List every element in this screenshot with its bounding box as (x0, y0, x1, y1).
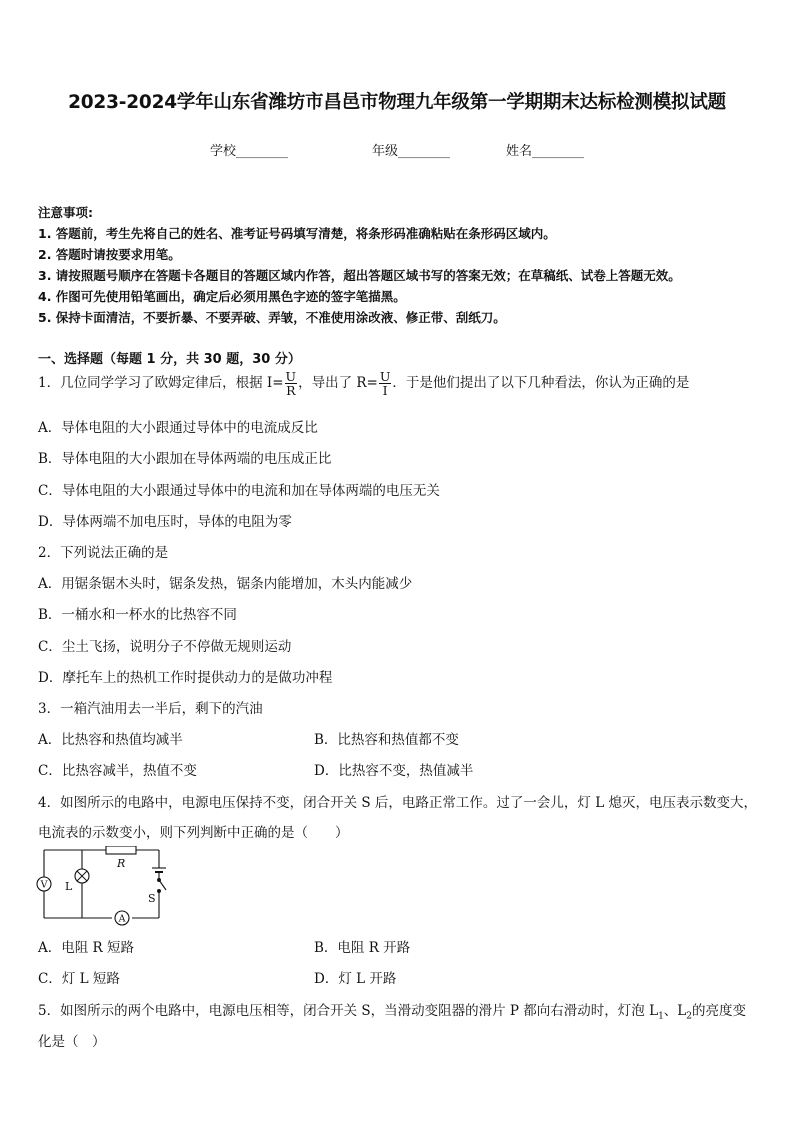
voltmeter-label: V (40, 879, 48, 891)
q2-option-b: B．一桶水和一杯水的比热容不同 (38, 607, 237, 623)
grade-field: 年级________ (372, 144, 451, 159)
q4-option-c: C．灯 L 短路 (38, 971, 120, 987)
question-4-stem-line-2: 电流表的示数变小，则下列判断中正确的是（ ） (38, 825, 349, 841)
fraction-r (379, 370, 392, 397)
question-1-stem (38, 370, 689, 397)
q2-option-d: D．摩托车上的热机工作时提供动力的是做功冲程 (38, 670, 333, 686)
fraction-numerator: U (379, 369, 391, 384)
question-2-stem: 2．下列说法正确的是 (38, 545, 169, 561)
q1-text-part: ．于是他们提出了以下几种看法，你认为正确的是 (392, 375, 690, 392)
circuit-diagram (34, 846, 170, 926)
q1-option-a: A．导体电阻的大小跟通过导体中的电流成反比 (38, 420, 318, 436)
q3-option-b: B．比热容和热值都不变 (314, 732, 459, 748)
page-title: 2023-2024学年山东省潍坊市昌邑市物理九年级第一学期期末达标检测模拟试题 (68, 92, 726, 113)
school-field: 学校________ (210, 144, 289, 159)
q1-option-b: B．导体电阻的大小跟加在导体两端的电压成正比 (38, 451, 332, 467)
note-item: 3. 请按照题号顺序在答题卡各题目的答题区域内作答，超出答题区域书写的答案无效；在草稿纸、试卷上答题无效。 (38, 268, 681, 283)
q2-option-a: A．用锯条锯木头时，锯条发热，锯条内能增加，木头内能减少 (38, 576, 413, 592)
subscript: 1 (658, 1011, 664, 1022)
q5-text-part: 、L (663, 1003, 687, 1019)
section-heading: 一、选择题（每题 1 分，共 30 题，30 分） (38, 352, 301, 367)
q1-text-part: ，导出了 R= (298, 375, 378, 392)
q3-option-c: C．比热容减半，热值不变 (38, 763, 197, 779)
q1-option-c: C．导体电阻的大小跟通过导体中的电流和加在导体两端的电压无关 (38, 483, 440, 499)
question-5-stem-line-1 (38, 999, 746, 1022)
q4-option-d: D．灯 L 开路 (314, 971, 397, 987)
q2-option-c: C．尘土飞扬，说明分子不停做无规则运动 (38, 639, 292, 655)
q5-text-part: 的亮度变 (692, 1003, 746, 1019)
ammeter-label: A (118, 913, 126, 925)
note-item: 4. 作图可先使用铅笔画出，确定后必须用黑色字迹的签字笔描黑。 (38, 289, 406, 304)
question-5-stem-line-2: 化是（ ） (38, 1034, 106, 1050)
q3-option-d: D．比热容不变，热值减半 (314, 763, 474, 779)
resistor-symbol (106, 846, 136, 854)
q4-option-b: B．电阻 R 开路 (314, 940, 411, 956)
q1-option-d: D．导体两端不加电压时，导体的电阻为零 (38, 514, 292, 530)
lamp-label: L (65, 880, 73, 893)
fraction-denominator: I (382, 383, 388, 399)
q1-text-part: 1．几位同学学习了欧姆定律后，根据 I= (38, 375, 284, 392)
q3-option-a: A．比热容和热值均减半 (38, 732, 183, 748)
note-item: 2. 答题时请按要求用笔。 (38, 247, 181, 262)
q4-option-a: A．电阻 R 短路 (38, 940, 134, 956)
q5-text-part: 5．如图所示的两个电路中，电源电压相等，闭合开关 S，当滑动变阻器的滑片 P 都向右滑动时，灯泡 L (38, 1003, 659, 1019)
note-item: 5. 保持卡面清洁，不要折暴、不要弄破、弄皱，不准使用涂改液、修正带、刮纸刀。 (38, 310, 506, 325)
fraction-i (285, 370, 298, 397)
notes-heading: 注意事项: (38, 205, 93, 220)
subscript: 2 (686, 1011, 692, 1022)
name-field: 姓名________ (506, 144, 585, 159)
fraction-numerator: U (285, 369, 297, 384)
question-4-stem-line-1: 4．如图所示的电路中，电源电压保持不变，闭合开关 S 后，电路正常工作。过了一会儿，灯 L 熄灭，电压表示数变大， (38, 795, 757, 811)
fraction-denominator: R (286, 383, 296, 399)
question-3-stem: 3．一箱汽油用去一半后，剩下的汽油 (38, 701, 263, 717)
switch-label: S (148, 892, 156, 905)
note-item: 1. 答题前，考生先将自己的姓名、准考证号码填写清楚，将条形码准确粘贴在条形码区域内。 (38, 226, 556, 241)
resistor-label: R (117, 857, 126, 870)
